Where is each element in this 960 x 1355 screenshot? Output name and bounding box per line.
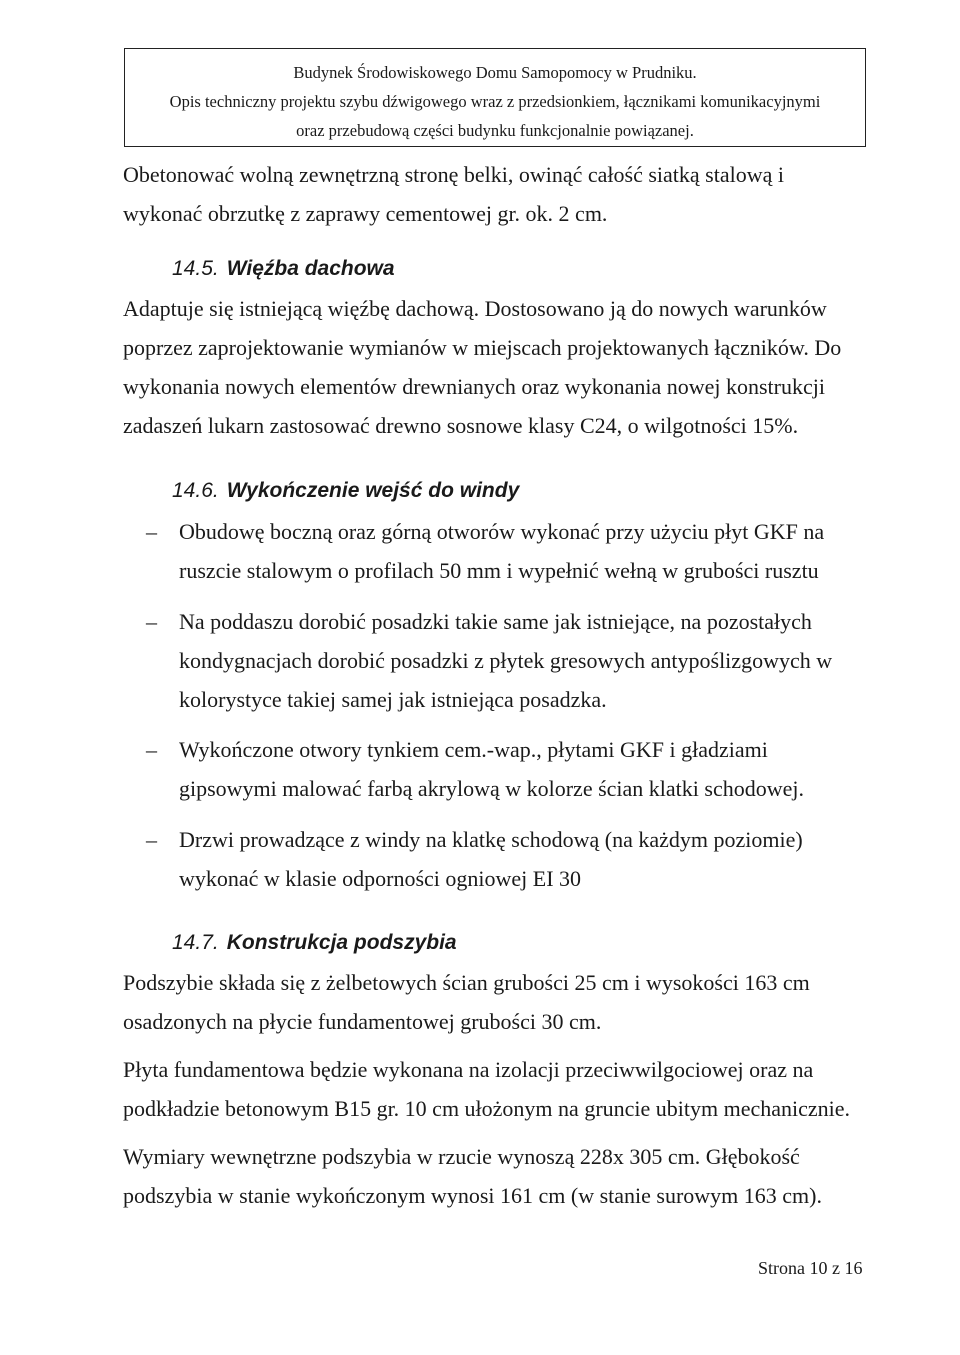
section-title: Wykończenie wejść do windy — [226, 479, 520, 502]
section-number: 14.5. — [172, 257, 219, 280]
paragraph-line: Podszybie składa się z żelbetowych ścian grubości 25 cm i wysokości 163 cm — [123, 970, 810, 995]
section-heading-14-6 — [172, 479, 519, 503]
intro-line-2: wykonać obrzutkę z zaprawy cementowej gr. ok. 2 cm. — [123, 201, 608, 226]
header-line-3: oraz przebudową części budynku funkcjonalnie powiązanej. — [296, 121, 694, 140]
paragraph-line: Płyta fundamentowa będzie wykonana na izolacji przeciwwilgociowej oraz na — [123, 1057, 814, 1082]
document-header — [124, 48, 866, 147]
list-bullet: – — [146, 827, 157, 852]
paragraph-line: osadzonych na płycie fundamentowej grubości 30 cm. — [123, 1009, 602, 1034]
list-item-line: kolorystyce takiej samej jak istniejąca posadzka. — [179, 687, 607, 712]
page-number: Strona 10 z 16 — [758, 1258, 863, 1278]
paragraph-line: wykonania nowych elementów drewnianych oraz wykonania nowej konstrukcji — [123, 374, 825, 399]
list-item-line: Drzwi prowadzące z windy na klatkę schodową (na każdym poziomie) — [179, 827, 803, 852]
paragraph-line: podkładzie betonowym B15 gr. 10 cm ułożonym na gruncie ubitym mechanicznie. — [123, 1096, 851, 1121]
list-item-line: kondygnacjach dorobić posadzki z płytek gresowych antypoślizgowych w — [179, 648, 833, 673]
header-line-2: Opis techniczny projektu szybu dźwigowego wraz z przedsionkiem, łącznikami komunikacyjnymi — [169, 92, 821, 111]
paragraph-line: poprzez zaprojektowanie wymianów w miejscach projektowanych łączników. Do — [123, 335, 842, 360]
paragraph-line: Wymiary wewnętrzne podszybia w rzucie wynoszą 228x 305 cm. Głębokość — [123, 1144, 800, 1169]
header-line-1: Budynek Środowiskowego Domu Samopomocy w Prudniku. — [293, 63, 697, 82]
section-heading-14-7 — [172, 931, 457, 955]
section-title: Więźba dachowa — [226, 257, 395, 280]
section-heading-14-5 — [172, 257, 395, 281]
list-item-line: ruszcie stalowym o profilach 50 mm i wypełnić wełną w grubości rusztu — [179, 558, 819, 583]
section-title: Konstrukcja podszybia — [226, 931, 457, 954]
list-item-line: gipsowymi malować farbą akrylową w kolorze ścian klatki schodowej. — [179, 776, 804, 801]
list-item-line: Wykończone otwory tynkiem cem.-wap., płytami GKF i gładziami — [179, 737, 768, 762]
list-bullet: – — [146, 519, 157, 544]
list-item-line: Obudowę boczną oraz górną otworów wykonać przy użyciu płyt GKF na — [179, 519, 825, 544]
list-item-line: wykonać w klasie odporności ogniowej EI 30 — [179, 866, 582, 891]
paragraph-line: Adaptuje się istniejącą więźbę dachową. Dostosowano ją do nowych warunków — [123, 296, 827, 321]
list-item-line: Na poddaszu dorobić posadzki takie same jak istniejące, na pozostałych — [179, 609, 812, 634]
section-number: 14.7. — [172, 931, 219, 954]
paragraph-line: podszybia w stanie wykończonym wynosi 161 cm (w stanie surowym 163 cm). — [123, 1183, 822, 1208]
paragraph-line: zadaszeń lukarn zastosować drewno sosnowe klasy C24, o wilgotności 15%. — [123, 413, 799, 438]
list-bullet: – — [146, 609, 157, 634]
intro-line-1: Obetonować wolną zewnętrzną stronę belki, owinąć całość siatką stalową i — [123, 162, 784, 187]
section-number: 14.6. — [172, 479, 219, 502]
list-bullet: – — [146, 737, 157, 762]
